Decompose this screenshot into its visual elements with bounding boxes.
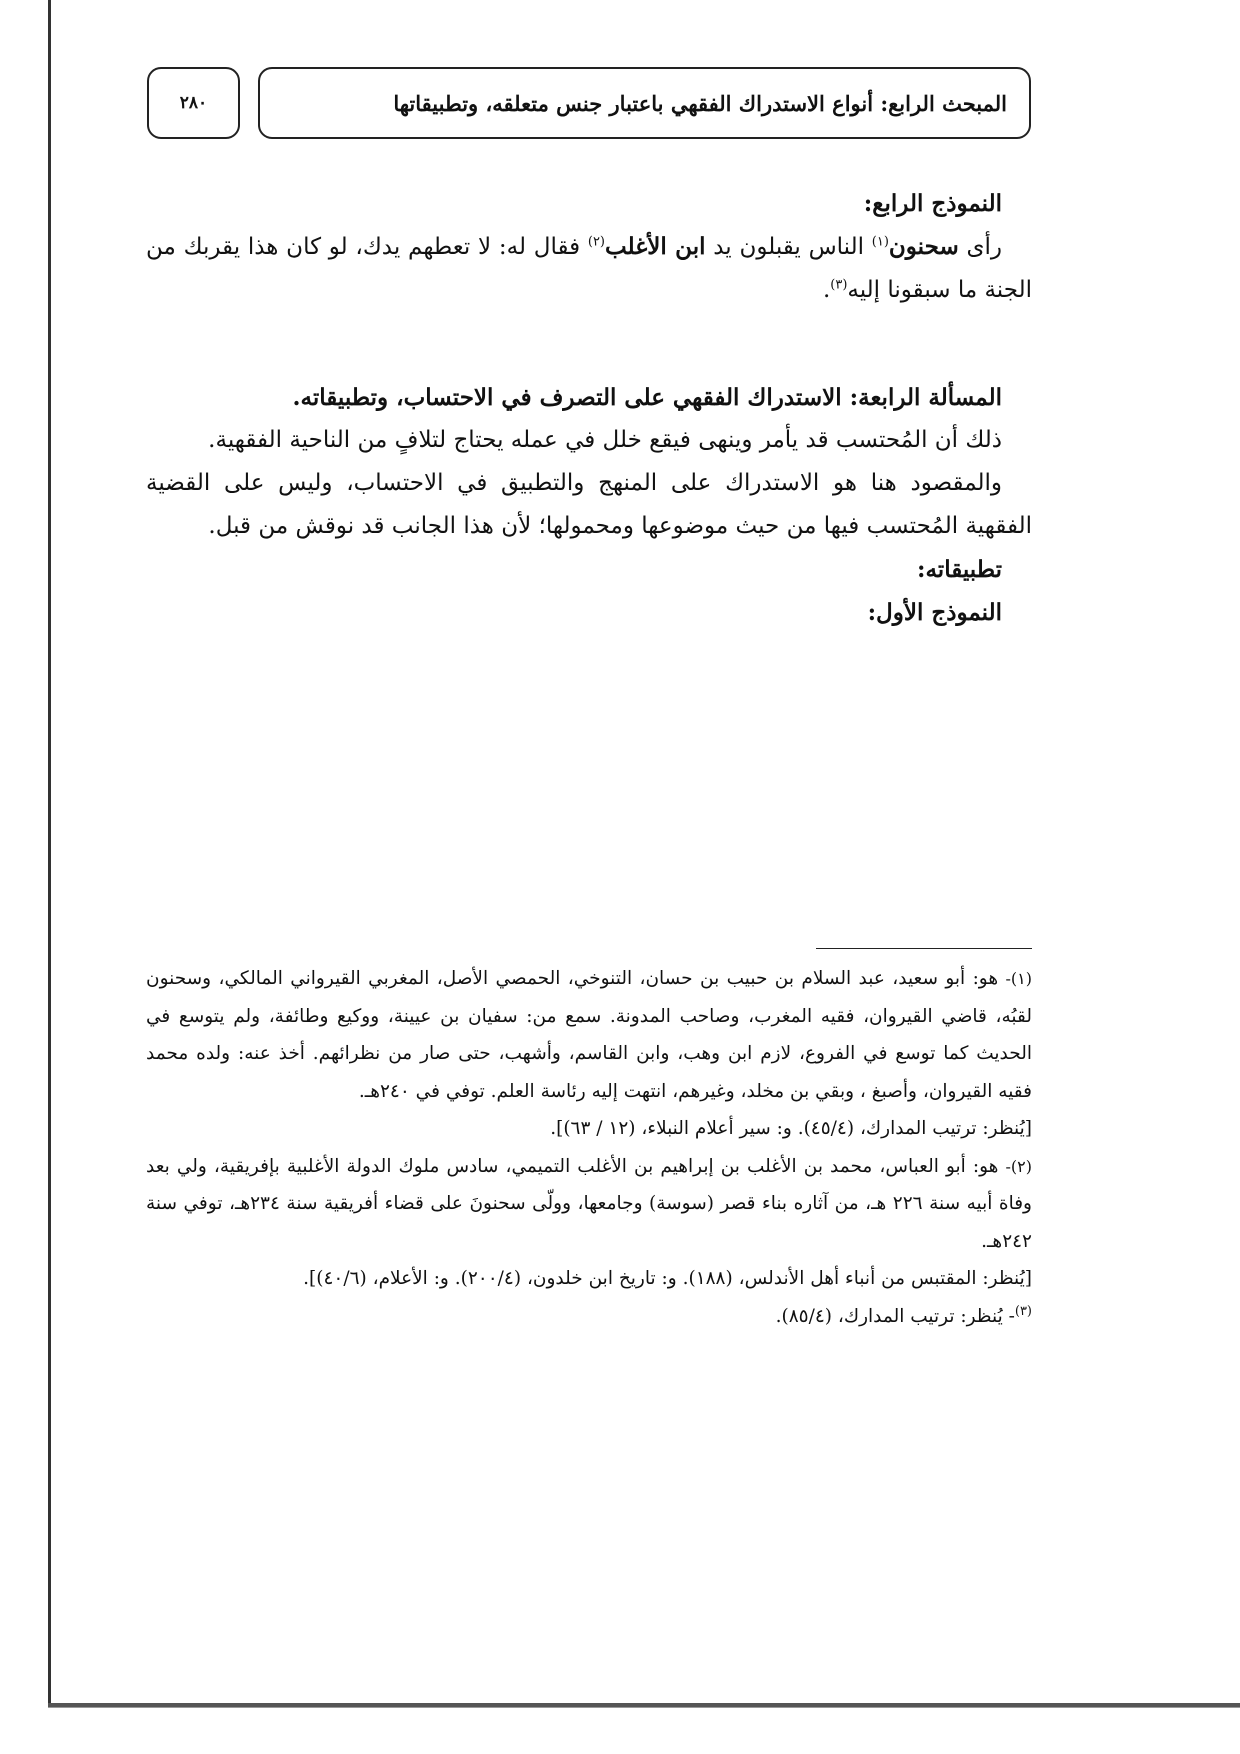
section-spacer bbox=[146, 312, 1032, 376]
footnote-ref-2: (٢) bbox=[587, 234, 605, 250]
footnote-2 bbox=[146, 1148, 1032, 1261]
footnote-1-text: هو: أبو سعيد، عبد السلام بن حبيب بن حسان، التنوخي، الحمصي الأصل، المغربي القيرواني المالكي، وسحنون لقبُه، قاضي القيروان، فقيه المغرب، وصاحب المدونة. سمع من: سفيان بن عيينة، ووكيع وطائفة، ولم يتوسع في الحديث كما توسع في الفروع، لازم ابن وهب، وابن القاسم، وأشهب، حتى صار من نظرائهم. أخذ عنه: ولده محمد فقيه القيروان، وأصبغ ، وبقي بن مخلد، وغيرهم، انتهت إليه رئاسة العلم. توفي في ٢٤٠هـ. bbox=[146, 968, 1032, 1102]
footnote-ref-1: (١) bbox=[871, 234, 889, 250]
footnotes-section bbox=[146, 960, 1032, 1335]
model4-heading: النموذج الرابع: bbox=[863, 190, 1002, 217]
footnote-1-number: (١)- bbox=[1005, 969, 1032, 988]
footnote-3 bbox=[146, 1298, 1032, 1336]
running-header-title: المبحث الرابع: أنواع الاستدراك الفقهي باعتبار جنس متعلقه، وتطبيقاتها bbox=[393, 90, 1007, 116]
name-ibn-alaghlab: ابن الأغلب bbox=[605, 233, 706, 260]
model4-text-c: فقال له: لا تعطهم يدك، لو كان هذا يقربك من الجنة ما سبقونا إليه bbox=[146, 234, 1032, 303]
footnote-3-text: - يُنظر: ترتيب المدارك، (٨٥/٤). bbox=[775, 1305, 1015, 1327]
page-number: ٢٨٠ bbox=[179, 93, 208, 113]
footnote-separator bbox=[816, 948, 1032, 949]
main-content bbox=[146, 182, 1032, 634]
issue4-heading: المسألة الرابعة: الاستدراك الفقهي على التصرف في الاحتساب، وتطبيقاته. bbox=[292, 384, 1002, 411]
footnote-2-text: هو: أبو العباس، محمد بن الأغلب بن إبراهيم بن الأغلب التميمي، سادس ملوك الدولة الأغلبية بإفريقية، ولي بعد وفاة أبيه سنة ٢٢٦ هـ، من آثاره بناء قصر (سوسة) وجامعها، وولّى سحنونَ على قضاء أفريقية سنة ٢٣٤هـ، توفي سنة ٢٤٢هـ. bbox=[146, 1155, 1032, 1252]
page-number-box bbox=[147, 67, 240, 139]
model4-text-a: رأى bbox=[958, 234, 1002, 260]
name-sahnun: سحنون bbox=[888, 233, 959, 260]
issue4-paragraph-2: والمقصود هنا هو الاستدراك على المنهج والتطبيق في الاحتساب، وليس على القضية الفقهية المُحتسب فيها من حيث موضوعها ومحمولها؛ لأن هذا الجانب قد نوقش من قبل. bbox=[146, 470, 1032, 539]
model4-text-b: الناس يقبلون يد bbox=[705, 234, 872, 260]
issue4-paragraph-1: ذلك أن المُحتسب قد يأمر وينهى فيقع خلل في عمله يحتاج لتلافٍ من الناحية الفقهية. bbox=[208, 427, 1002, 453]
footnote-ref-3: (٣) bbox=[830, 277, 848, 293]
footnote-1 bbox=[146, 960, 1032, 1110]
applications-heading: تطبيقاته: bbox=[916, 556, 1002, 583]
page-frame-bottom-border bbox=[48, 1703, 1240, 1708]
model4-paragraph bbox=[146, 225, 1032, 312]
running-header-box bbox=[258, 67, 1031, 139]
model1-heading: النموذج الأول: bbox=[867, 599, 1002, 626]
footnote-1-source: [يُنظر: ترتيب المدارك، (٤٥/٤). و: سير أعلام النبلاء، (١٢ / ٦٣)]. bbox=[550, 1118, 1032, 1139]
page-frame-left-border bbox=[48, 0, 51, 1706]
footnote-2-number: (٢)- bbox=[1005, 1156, 1032, 1176]
footnote-3-number: (٣) bbox=[1014, 1303, 1032, 1319]
model4-text-end: . bbox=[822, 277, 831, 303]
footnote-2-source: [يُنظر: المقتبس من أنباء أهل الأندلس، (١٨٨). و: تاريخ ابن خلدون، (٢٠٠/٤). و: الأعلام، (٤٠/٦)]. bbox=[303, 1268, 1032, 1289]
